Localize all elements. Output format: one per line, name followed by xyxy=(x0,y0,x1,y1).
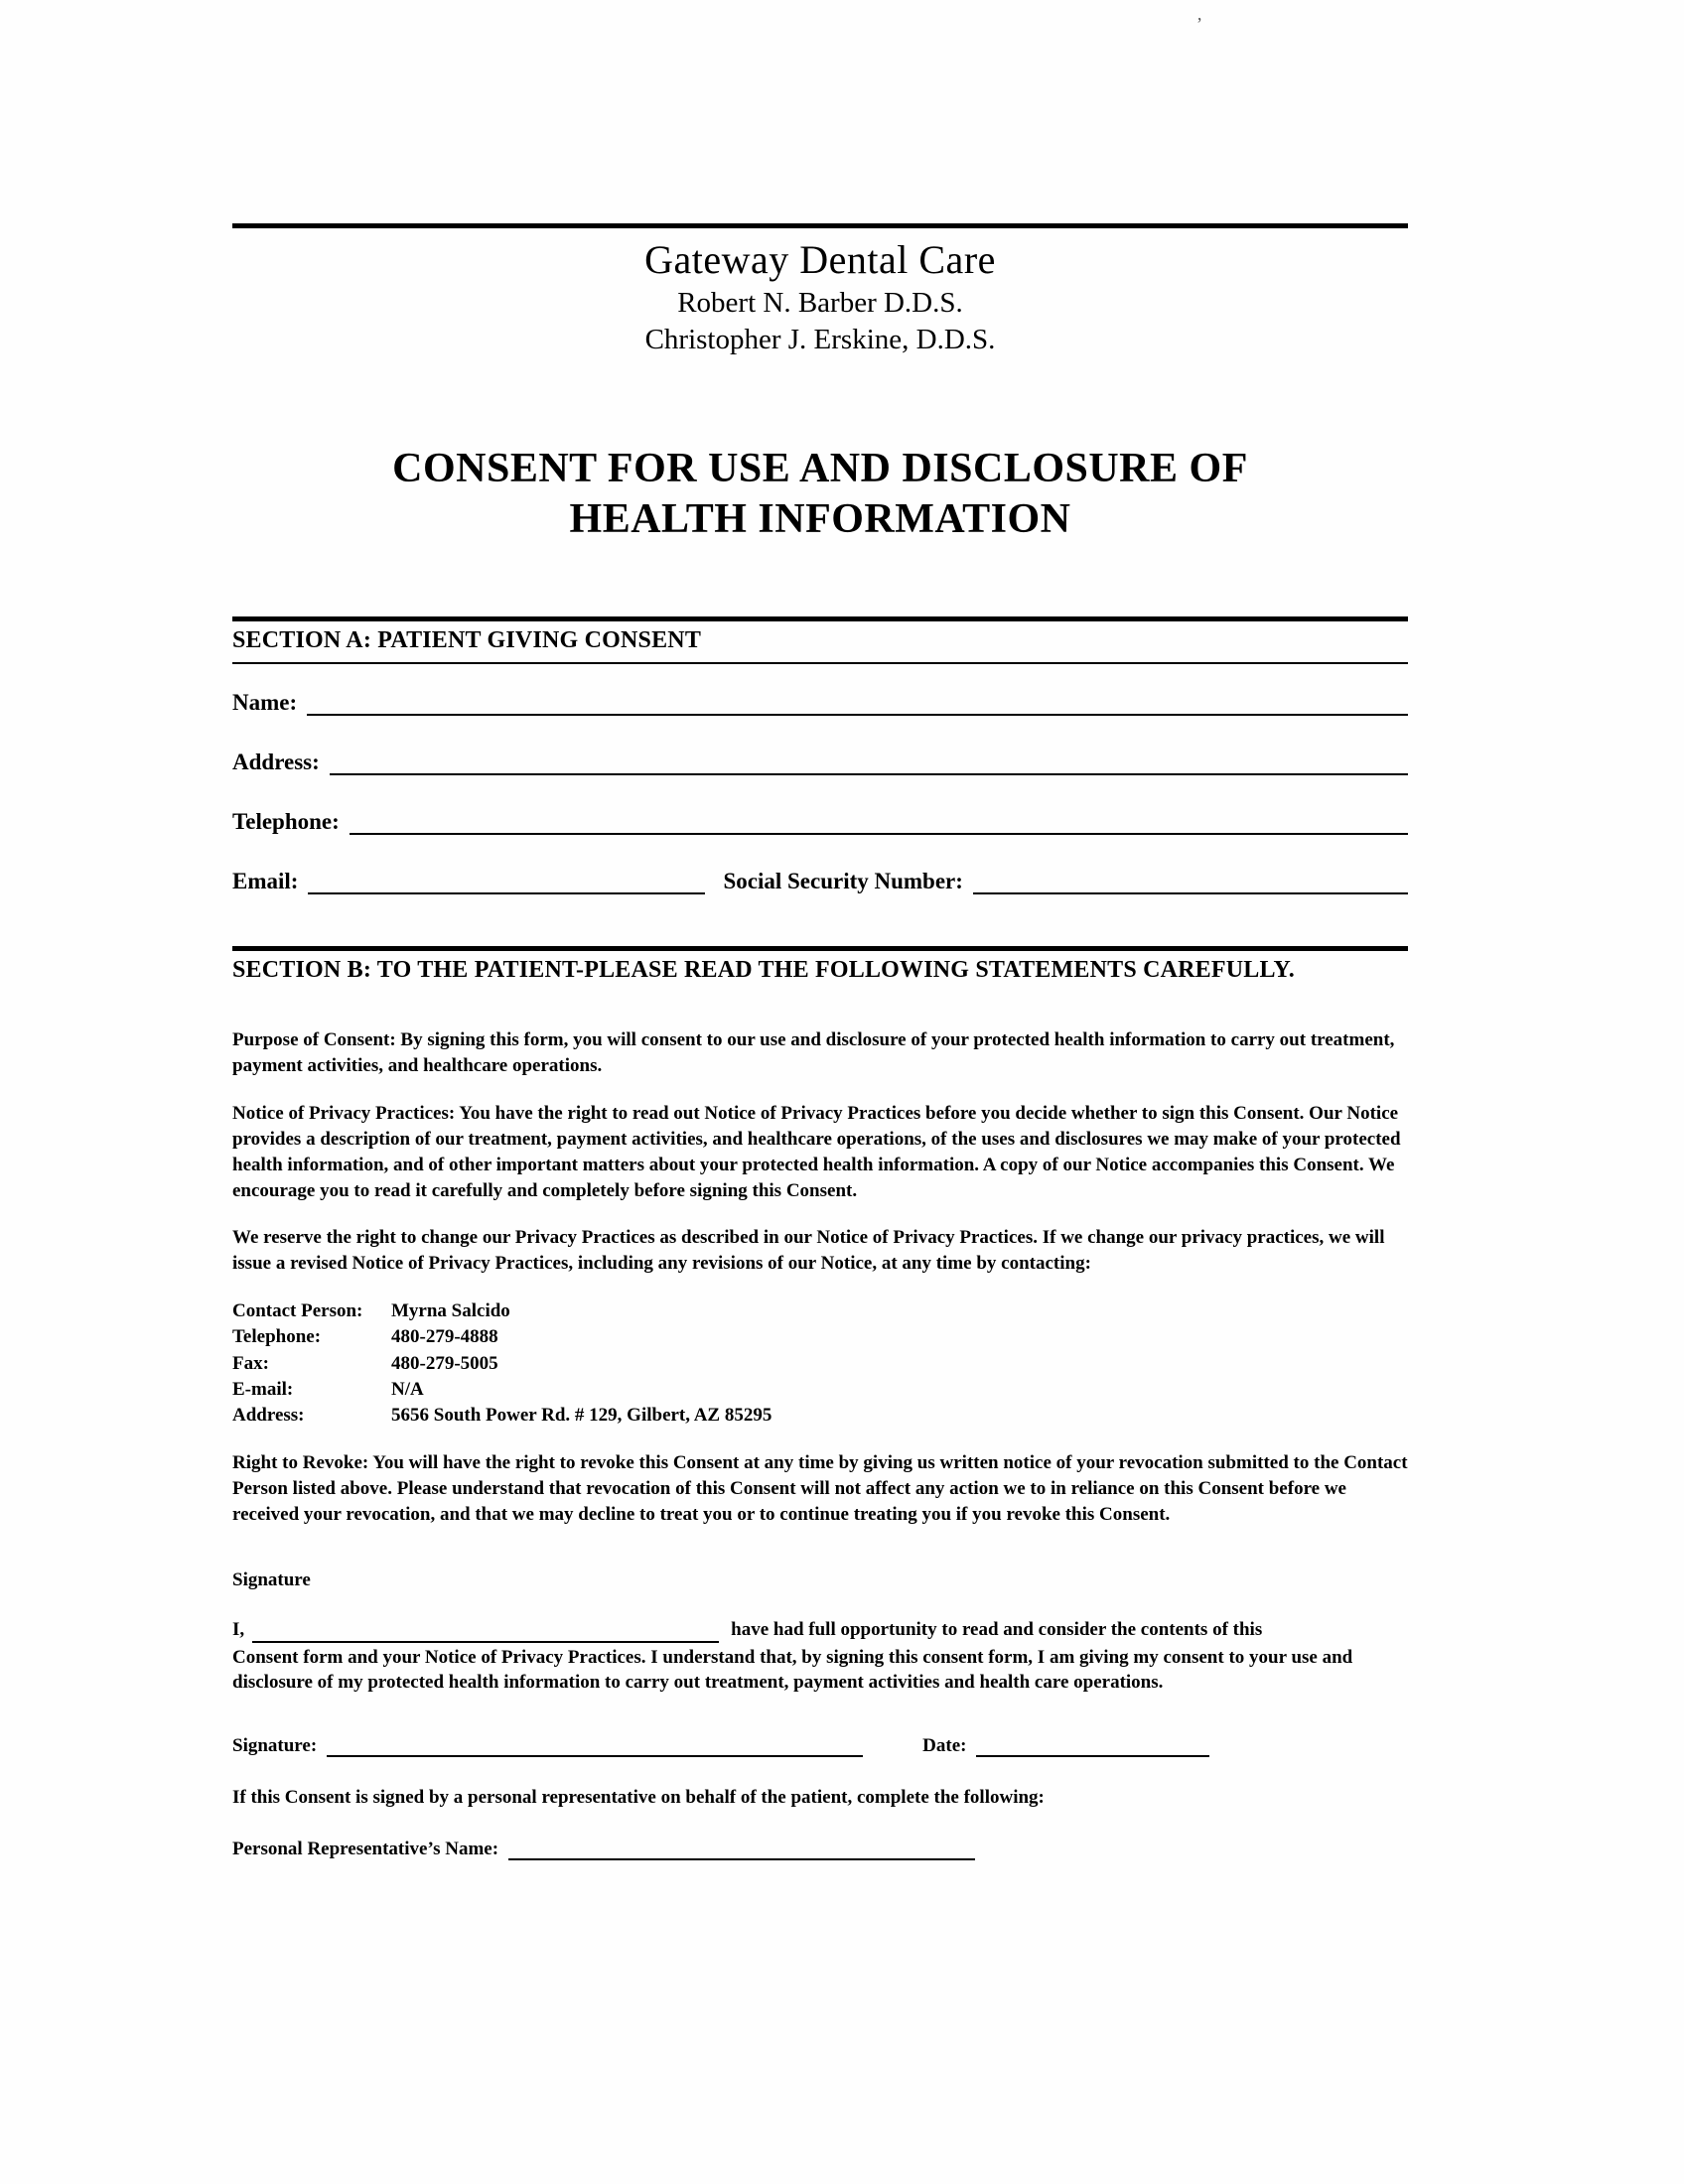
section-a-heading: SECTION A: PATIENT GIVING CONSENT xyxy=(232,627,702,654)
section-b xyxy=(232,946,1408,1860)
contact-person-label: Contact Person: xyxy=(232,1300,363,1322)
contact-telephone-value: 480-279-4888 xyxy=(391,1326,498,1348)
scan-artifact: ’ xyxy=(1196,14,1202,34)
ssn-field-line[interactable] xyxy=(973,869,1408,894)
name-label: Name: xyxy=(232,690,298,716)
top-rule xyxy=(232,223,1408,228)
reserve-right-paragraph: We reserve the right to change our Privacy Practices as described in our Notice of Privacy Practices. If we change our privacy practices, we will issue a revised Notice of Privacy Practices, including any revisions of our Notice, at any time by contacting: xyxy=(232,1227,1385,1275)
acknowledgment-after-line-text: have had full opportunity to read and consider the contents of this xyxy=(731,1618,1263,1640)
personal-representative-row xyxy=(232,1839,1408,1860)
address-field-line[interactable] xyxy=(330,750,1408,775)
contact-email-label: E-mail: xyxy=(232,1378,294,1400)
practice-name: Gateway Dental Care xyxy=(644,237,996,282)
letterhead xyxy=(232,236,1408,356)
name-field-row xyxy=(232,690,1408,716)
email-label: Email: xyxy=(232,869,299,894)
contact-address-value: 5656 South Power Rd. # 129, Gilbert, AZ 85295 xyxy=(391,1404,772,1426)
signature-section-label: Signature xyxy=(232,1569,311,1590)
dentist-name-1: Robert N. Barber D.D.S. xyxy=(677,287,963,319)
contact-telephone-row xyxy=(232,1324,1408,1350)
signature-field-label: Signature: xyxy=(232,1735,318,1757)
section-a-underline xyxy=(232,662,1408,664)
ssn-label: Social Security Number: xyxy=(723,869,963,894)
contact-fax-value: 480-279-5005 xyxy=(391,1352,498,1374)
contact-person-value: Myrna Salcido xyxy=(391,1300,510,1322)
signature-date-row xyxy=(232,1735,1408,1757)
contact-person-row xyxy=(232,1298,1408,1324)
personal-representative-name-line[interactable] xyxy=(508,1839,975,1860)
contact-email-row xyxy=(232,1377,1408,1403)
section-b-heading: SECTION B: TO THE PATIENT-PLEASE READ THE FOLLOWING STATEMENTS CAREFULLY. xyxy=(232,957,1296,984)
telephone-field-line[interactable] xyxy=(350,809,1408,835)
acknowledgment-first-line xyxy=(232,1617,1408,1643)
contact-email-value: N/A xyxy=(391,1378,424,1400)
email-ssn-field-row xyxy=(232,869,1408,894)
notice-of-privacy-practices-paragraph: Notice of Privacy Practices: You have the right to read out Notice of Privacy Practices before you decide whether to sign this Consent. Our Notice provides a description of our treatment, payment activities, and healthcare operations, of the uses and disclosures we may make of your protected health information, and of other important matters about your protected health information. A copy of our Notice accompanies this Consent. We encourage you to read it carefully and completely before signing this Consent. xyxy=(232,1103,1401,1201)
email-field-line[interactable] xyxy=(308,869,705,894)
document-title xyxy=(232,444,1408,545)
contact-telephone-label: Telephone: xyxy=(232,1326,322,1348)
acknowledgment-paragraph: Consent form and your Notice of Privacy Practices. I understand that, by signing this consent form, I am giving my consent to your use and disclosure of my protected health information to carry out treatment, payment activities and health care operations. xyxy=(232,1646,1353,1694)
address-label: Address: xyxy=(232,750,320,775)
signature-line[interactable] xyxy=(327,1735,863,1757)
date-line[interactable] xyxy=(976,1735,1209,1757)
name-field-line[interactable] xyxy=(307,690,1408,716)
purpose-of-consent-paragraph: Purpose of Consent: By signing this form, you will consent to our use and disclosure of your protected health information to carry out treatment, payment activities, and healthcare operations. xyxy=(232,1029,1395,1077)
telephone-field-row xyxy=(232,809,1408,835)
telephone-label: Telephone: xyxy=(232,809,340,835)
form-content xyxy=(232,223,1408,1860)
contact-address-row xyxy=(232,1403,1408,1429)
personal-representative-name-label: Personal Representative’s Name: xyxy=(232,1839,499,1860)
contact-address-label: Address: xyxy=(232,1404,305,1426)
document-title-line2: HEALTH INFORMATION xyxy=(569,496,1071,543)
patient-fields xyxy=(232,690,1408,894)
right-to-revoke-paragraph: Right to Revoke: You will have the right to revoke this Consent at any time by giving us written notice of your revocation submitted to the Contact Person listed above. Please understand that revocation of this Consent will not affect any action we to in reliance on this Consent before we received your revocation, and that we may decline to treat you or to continue treating you if you revoke this Consent. xyxy=(232,1452,1408,1525)
contact-fax-label: Fax: xyxy=(232,1352,269,1374)
document-title-line1: CONSENT FOR USE AND DISCLOSURE OF xyxy=(392,446,1248,491)
contact-fax-row xyxy=(232,1351,1408,1377)
personal-representative-intro: If this Consent is signed by a personal representative on behalf of the patient, complete the following: xyxy=(232,1787,1045,1809)
acknowledgment-prefix: I, xyxy=(232,1618,245,1640)
date-label: Date: xyxy=(922,1735,967,1757)
contact-info-block xyxy=(232,1298,1408,1429)
acknowledgment-name-line[interactable] xyxy=(252,1621,719,1643)
address-field-row xyxy=(232,750,1408,775)
section-a xyxy=(232,616,1408,894)
dentist-name-2: Christopher J. Erskine, D.D.S. xyxy=(644,324,996,355)
